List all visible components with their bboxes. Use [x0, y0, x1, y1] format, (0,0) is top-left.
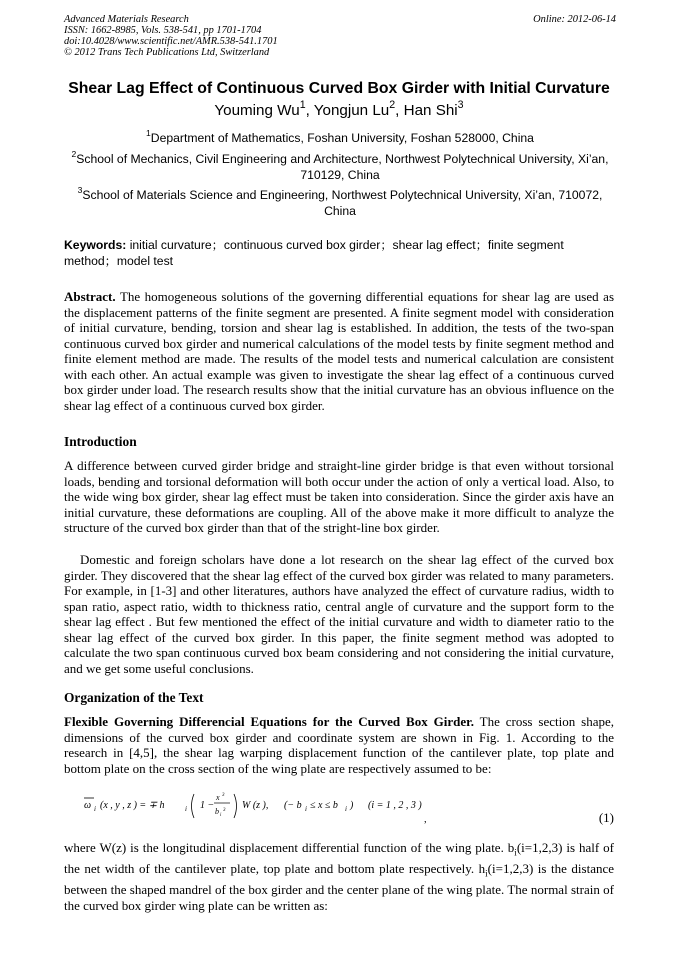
affiliation-text: School of Mechanics, Civil Engineering and Architecture, Northwest Polytechnical University, Xi’an, 710129, China: [76, 152, 609, 182]
svg-text:W (z ),: W (z ),: [242, 800, 269, 811]
online-date: Online: 2012-06-14: [533, 14, 616, 25]
svg-text:3: 3: [223, 808, 226, 813]
abstract-text: The homogeneous solutions of the governing differential equations for shear lag are used as the displacement patterns of the finite segment are presented. A finite segment model with consideration of initial curvature, bending, torsion and shear lag is established. In addition, the tests of the two-span continuous curved box girder and numerical calculations of the model tests by finite segment method and finite element method are made. The results of the model tests and numerical calculation are consistent with each other. An actual example was given to investigate the shear lag effect of a continuous curved box girder under load. The research results show that the initial curvature has an obvious influence on the shear lag effect of a continuous curved box girder.: [64, 289, 614, 413]
author-sup: 2: [389, 98, 396, 111]
issn-line: ISSN: 1662-8985, Vols. 538-541, pp 1701-1704: [64, 25, 262, 36]
author-sep: ,: [305, 102, 314, 119]
introduction-paragraph-2: Domestic and foreign scholars have done a lot research on the shear lag effect of the curved box girder. They discovered that the shear lag effect of the curved box girder was related to many parameters. For example, in [1-3] and other literatures, authors have analyzed the effect of curvature radius, width to span ratio, aspect ratio, width to thickness ratio, central angle of curvature and the support form to the shear lag effect . But few mentioned the effect of the initial curvature and width to diameter ratio to the shear lag effect of the curved box girder. In this paper, the finite segment method was adopted to calculate the two span continuous curved box beam considering and not considering the initial curvature, and we get some useful conclusions.: [64, 552, 614, 676]
affiliation-text: Department of Mathematics, Foshan University, Foshan 528000, China: [150, 131, 534, 145]
svg-text:x: x: [216, 793, 220, 802]
equation-number: (1): [598, 810, 614, 825]
svg-text:i: i: [185, 805, 187, 813]
organization-paragraph-1: [64, 714, 614, 776]
abstract-label: Abstract.: [64, 289, 116, 304]
keywords-text: initial curvature；continuous curved box girder；shear lag effect；finite segment method；model test: [64, 238, 564, 268]
equation-1: [84, 788, 614, 828]
keywords: [64, 238, 616, 269]
svg-text:i: i: [94, 805, 96, 813]
affiliation-2: [64, 149, 616, 183]
svg-text:(− b: (− b: [284, 800, 302, 811]
organization-paragraph-2: [64, 840, 614, 913]
subscript-i: i: [485, 868, 488, 879]
affiliation-sup: 2: [71, 149, 77, 160]
svg-text:i: i: [305, 805, 307, 813]
author-name: Youming Wu: [214, 102, 300, 119]
paragraph-text: where W(z) is the longitudinal displacement differential function of the wing plate. b: [64, 840, 515, 855]
author-sup: 1: [299, 98, 306, 111]
author-name: Han Shi: [403, 102, 458, 119]
organization-heading: Organization of the Text: [64, 690, 204, 705]
paragraph-text: (i=1,2,3) is the distance between the shaped mandrel of the box girder and the center plane of the wing plate. The normal strain of the curved box girder wing plate can be written as:: [64, 861, 614, 913]
author-list: [40, 98, 638, 119]
journal-name: Advanced Materials Research: [64, 14, 189, 25]
doi-line: doi:10.4028/www.scientific.net/AMR.538-541.1701: [64, 36, 278, 47]
svg-text:): ): [350, 800, 354, 811]
equation-comma: ,: [424, 814, 427, 825]
affiliation-sup: 1: [146, 128, 151, 139]
equation-1-formula: [84, 792, 424, 832]
svg-text:i: i: [220, 813, 222, 818]
subsection-label: Flexible Governing Differencial Equations for the Curved Box Girder.: [64, 714, 474, 729]
svg-text:3: 3: [222, 793, 225, 798]
affiliation-1: [64, 128, 616, 147]
paragraph-text: (i=1,2,3) is half of the net width of the cantilever plate, top plate and bottom plate respectively. h: [64, 840, 615, 877]
affiliation-sup: 3: [77, 185, 83, 196]
svg-text:b: b: [215, 807, 219, 816]
author-name: Yongjun Lu: [313, 102, 390, 119]
affiliation-text: School of Materials Science and Engineering, Northwest Polytechnical University, Xi’an, 710072, China: [82, 188, 603, 218]
author-sep: ,: [395, 102, 404, 119]
introduction-heading: Introduction: [64, 434, 137, 449]
svg-text:1 −: 1 −: [200, 800, 215, 811]
keywords-label: Keywords:: [64, 238, 127, 252]
abstract: [64, 289, 614, 413]
copyright-line: © 2012 Trans Tech Publications Ltd, Switzerland: [64, 47, 270, 58]
paper-title: Shear Lag Effect of Continuous Curved Box Girder with Initial Curvature: [68, 80, 610, 97]
introduction-paragraph-1: A difference between curved girder bridge and straight-line girder bridge is that even without torsional loads, bending and torsional deformation will both occur under the action of only a vertical load. Also, to the wide wing box girder, shear lag effect must be taken into consideration. Since the girder axis have an initial curvature, these deformations are coupling. All of the above make it more difficult to analyze the structure of the curved box girder than that of the stright-line box girder.: [64, 458, 614, 536]
svg-text:(i = 1 , 2 , 3 ): (i = 1 , 2 , 3 ): [368, 800, 422, 811]
subscript-i: i: [514, 847, 517, 858]
svg-text:≤ x ≤ b: ≤ x ≤ b: [310, 800, 338, 811]
author-sup: 3: [457, 98, 464, 111]
svg-text:i: i: [345, 805, 347, 813]
organization-text: The cross section shape, dimensions of the curved box girder and coordinate system are shown in Fig. 1. According to the research in [4,5], the shear lag warping displacement function of the cantilever plate, top plate and bottom plate on the cross section of the wing plate are respectively assumed to be:: [64, 714, 614, 776]
svg-text:(x , y , z ) = ∓ h: (x , y , z ) = ∓ h: [100, 800, 165, 811]
affiliation-3: [64, 185, 616, 219]
svg-text:ω: ω: [84, 800, 92, 811]
journal-header: [64, 14, 616, 58]
